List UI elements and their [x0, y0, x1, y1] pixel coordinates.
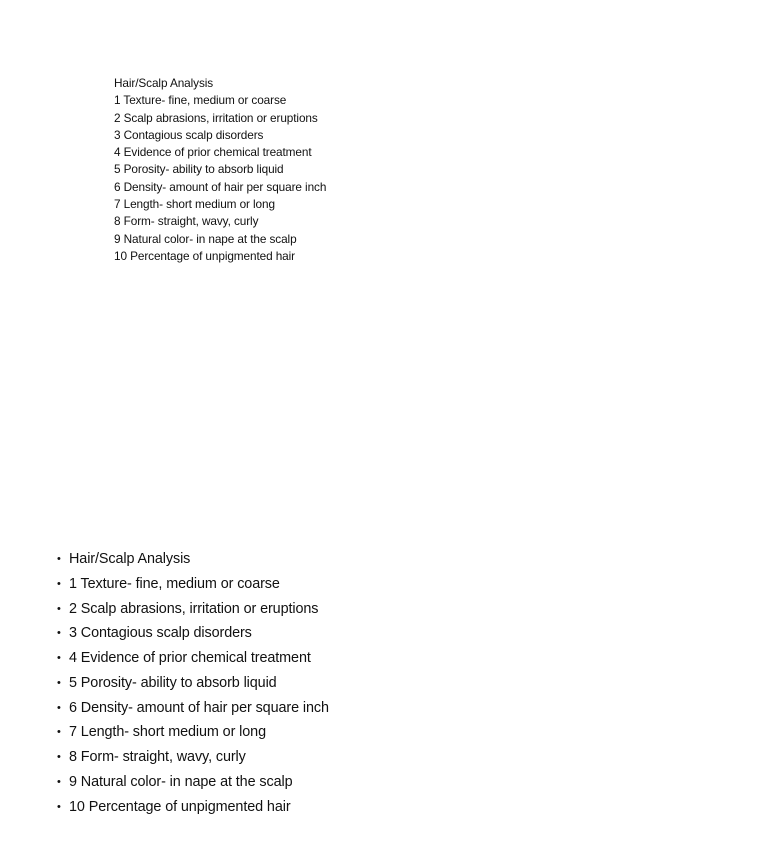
list-item: 10 Percentage of unpigmented hair: [114, 248, 295, 263]
list-item: 1 Texture- fine, medium or coarse: [114, 93, 287, 108]
bulleted-item: [57, 646, 329, 671]
list-item: 5 Porosity- ability to absorb liquid: [69, 674, 277, 691]
list-item: 5 Porosity- ability to absorb liquid: [114, 162, 284, 177]
bulleted-item: [57, 572, 329, 597]
list-item: 8 Form- straight, wavy, curly: [69, 749, 246, 765]
plain-text-list: [114, 75, 326, 265]
bullet-icon: •: [57, 676, 61, 689]
bulleted-item: [57, 597, 329, 622]
list-item: 3 Contagious scalp disorders: [114, 127, 264, 142]
bullet-icon: •: [57, 652, 61, 664]
list-item: 6 Density- amount of hair per square inch: [114, 179, 327, 194]
bullet-icon: •: [57, 726, 61, 739]
list-item: 1 Texture- fine, medium or coarse: [69, 575, 280, 592]
list-item: 8 Form- straight, wavy, curly: [114, 214, 259, 229]
bullet-icon: •: [57, 577, 61, 590]
list-item: 2 Scalp abrasions, irritation or eruptions: [114, 110, 318, 125]
bulleted-title: [57, 547, 329, 572]
list-item: 7 Length- short medium or long: [114, 197, 275, 212]
bulleted-item: [57, 795, 329, 820]
list-item: 4 Evidence of prior chemical treatment: [114, 145, 312, 160]
list-item: 7 Length- short medium or long: [69, 724, 266, 741]
bulleted-list: [57, 547, 329, 819]
list-title: Hair/Scalp Analysis: [69, 551, 191, 567]
bullet-icon: •: [57, 800, 61, 813]
list-item: 9 Natural color- in nape at the scalp: [114, 231, 297, 246]
bullet-icon: •: [57, 775, 61, 788]
list-item: 2 Scalp abrasions, irritation or eruptions: [69, 600, 319, 617]
bulleted-item: [57, 696, 329, 721]
bulleted-item: [57, 671, 329, 696]
list-item: 6 Density- amount of hair per square inch: [69, 699, 329, 716]
bullet-icon: •: [57, 627, 61, 640]
bulleted-item: [57, 770, 329, 795]
bulleted-item: [57, 720, 329, 745]
list-item: 9 Natural color- in nape at the scalp: [69, 773, 293, 790]
list-title: Hair/Scalp Analysis: [114, 76, 214, 90]
list-item: 3 Contagious scalp disorders: [69, 625, 252, 642]
bullet-icon: •: [57, 553, 61, 565]
bulleted-item: [57, 621, 329, 646]
bullet-icon: •: [57, 701, 61, 714]
bullet-icon: •: [57, 751, 61, 763]
bullet-icon: •: [57, 602, 61, 615]
bulleted-item: [57, 745, 329, 770]
list-item: 4 Evidence of prior chemical treatment: [69, 650, 311, 666]
list-item: 10 Percentage of unpigmented hair: [69, 798, 291, 815]
